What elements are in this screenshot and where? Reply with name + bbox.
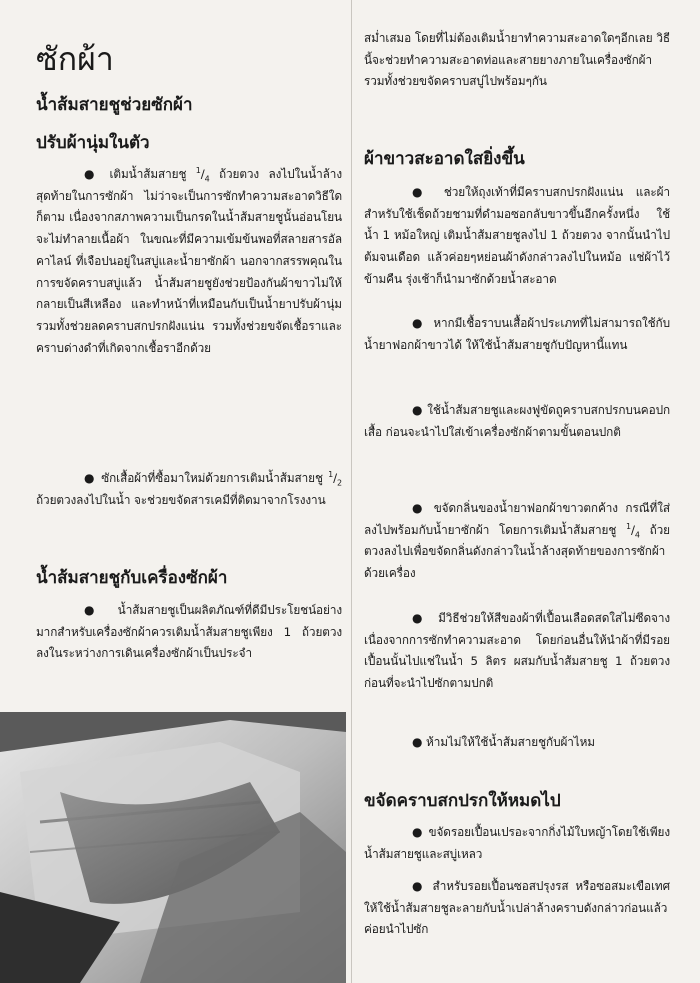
heading-washing-machine: น้ำส้มสายชูกับเครื่องซักผ้า — [36, 568, 228, 588]
bullet-icon: ● — [412, 879, 426, 893]
heading-vinegar-laundry-line1: น้ำส้มสายชูช่วยซักผ้า — [36, 95, 193, 115]
bullet-no-silk: ● ห้ามไม่ให้ใช้น้ำส้มสายชูกับผ้าไหม — [412, 735, 595, 749]
bullet-icon: ● — [412, 501, 427, 515]
bullet-icon: ● — [84, 603, 105, 617]
bullet-blood-stains: ● มีวิธีช่วยให้สีของผ้าที่เปื้อนเลือดสดใสไม่ซีดจางเนื่องจากการซักทำความสะอาด โดยก่อนอื่นให้นำผ้าที่มีรอยเปื้อนนั้นไปแช่ในน้ำ 5 ลิตร ผสมกับน้ำส้มสายชู 1 ถ้วยตวง ก่อนที่จะนำไปซักตามปกติ — [364, 611, 671, 691]
page-title: ซักผ้า — [36, 40, 114, 78]
bullet-sauce-stains: ● สำหรับรอยเปื้อนซอสปรุงรส หรือซอสมะเขือเทศ ให้ใช้น้ำส้มสายชูละลายกับน้ำเปล่าล้างคราบดังกล่าวก่อนแล้วค่อยนำไปซัก — [364, 879, 671, 937]
paragraph-washing-machine-cont: สม่ำเสมอ โดยที่ไม่ต้องเติมน้ำยาทำความสะอาดใดๆอีกเลย วิธีนี้จะช่วยทำความสะอาดท่อและสายยางภายในเครื่องซักผ้า รวมทั้งช่วยขจัดคราบสบู่ไปพร้อมๆกัน — [364, 31, 670, 89]
bullet-socks-towels: ● ช่วยให้ถุงเท้าที่มีคราบสกปรกฝังแน่น และผ้าสำหรับใช้เช็ดถ้วยชามที่ดำมอซอกลับขาวขึ้นอีกครั้งหนึ่ง ใช้น้ำ 1 หม้อใหญ่ เติมน้ำส้มสายชูลงไป 1 ถ้วยตวง จากนั้นนำไปต้มจนเดือด แล้วค่อยๆหย่อนผ้าดังกล่าวลงไปในหม้อ แช่ผ้าไว้ข้ามคืน รุ่งเช้าก็นำมาซักด้วยน้ำสะอาด — [364, 185, 671, 286]
photo-hand-on-cloth — [0, 712, 346, 983]
bullet-mildew: ● หากมีเชื้อราบนเสื้อผ้าประเภทที่ไม่สามารถใช้กับน้ำยาฟอกผ้าขาวได้ ให้ใช้น้ำส้มสายชูกับปัญหานี้แทน — [364, 316, 670, 352]
paragraph-rinse-vinegar: ● เติมน้ำส้มสายชู $^1/_4$ ถ้วยตวง ลงไปในน้ำล้างสุดท้ายในการซักผ้า ไม่ว่าจะเป็นการซักทำความสะอาดวิธีใดก็ตาม เนื่องจากสภาพความเป็นกรดในน้ำส้มสายชูนั้นอ่อนโยนจะไม่ทำลายเนื้อผ้า ในขณะที่มีความเข้มข้นพอที่สลายสารอัลคาไลน์ ที่เจือปนอยู่ในสบู่และน้ำยาซักผ้า นอกจากสรรพคุณในการขจัดคราบสบู่แล้ว น้ำส้มสายชูยังช่วยป้องกันผ้าขาวไม่ให้กลายเป็นสีเหลือง และทำหน้าที่เหมือนกับเป็นน้ำยาปรับผ้านุ่ม รวมทั้งช่วยลดคราบสกปรกฝังแน่น รวมทั้งช่วยขจัดเชื้อราและคราบด่างดำที่เกิดจากเชื้อราอีกด้วย — [36, 166, 342, 355]
bullet-icon: ● — [84, 167, 101, 181]
bullet-collar-stains: ● ใช้น้ำส้มสายชูและผงฟูขัดถูคราบสกปรกบนคอปกเสื้อ ก่อนจะนำไปใส่เข้าเครื่องซักผ้าตามขั้นตอนปกติ — [364, 403, 670, 439]
paragraph-washing-machine: ● น้ำส้มสายชูเป็นผลิตภัณฑ์ที่ดีมีประโยชน์อย่างมากสำหรับเครื่องซักผ้าควรเติมน้ำส้มสายชูเพียง 1 ถ้วยตวง ลงในระหว่างการเดินเครื่องซักผ้าเป็นประจำ — [36, 603, 343, 661]
bullet-icon: ● — [412, 185, 432, 199]
bullet-icon: ● — [84, 471, 96, 485]
photo-illustration — [0, 712, 346, 983]
section-vinegar-laundry — [36, 92, 342, 156]
bullet-icon: ● — [412, 316, 427, 330]
bullet-icon: ● — [412, 611, 429, 625]
bullet-icon: ● — [412, 735, 423, 749]
bullet-icon: ● — [412, 825, 424, 839]
paragraph-new-clothes: ● ซักเสื้อผ้าที่ซื้อมาใหม่ด้วยการเติมน้ำส้มสายชู $^1/_2$ ถ้วยตวงลงไปในน้ำ จะช่วยขจัดสารเคมีที่ติดมาจากโรงงาน — [36, 470, 342, 507]
heading-white-clothes: ผ้าขาวสะอาดใสยิ่งขึ้น — [364, 149, 525, 169]
heading-vinegar-laundry-line2: ปรับผ้านุ่มในตัว — [36, 133, 150, 153]
heading-remove-stains: ขจัดคราบสกปรกให้หมดไป — [364, 791, 561, 811]
bullet-grass-stains: ● ขจัดรอยเปื้อนเปรอะจากกิ่งไม้ใบหญ้าโดยใช้เพียงน้ำส้มสายชูและสบู่เหลว — [364, 825, 670, 861]
bullet-bleach-odor: ● ขจัดกลิ่นของน้ำยาฟอกผ้าขาวตกค้าง กรณีที่ใส่ลงไปพร้อมกับน้ำยาซักผ้า โดยการเติมน้ำส้มสายชู $^1/_4$ ถ้วยตวงลงไปเพื่อขจัดกลิ่นดังกล่าวในน้ำล้างสุดท้ายของการซักผ้าด้วยเครื่อง — [364, 501, 670, 581]
column-divider — [351, 0, 352, 983]
bullet-icon: ● — [412, 403, 423, 417]
